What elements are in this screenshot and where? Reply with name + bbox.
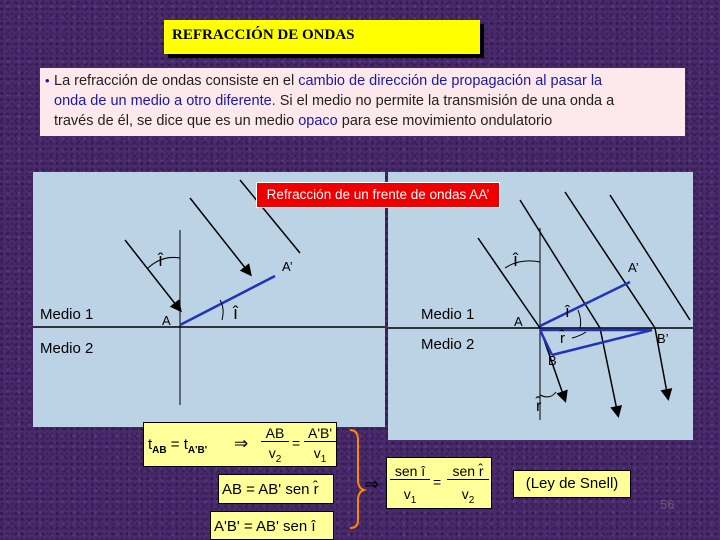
formula-time-equality: $t_{AB} = t_{A'B'}$ ⇒ AB $v_2$ = A'B' $v_1$: [143, 422, 337, 467]
formula-AB: AB = AB' sen r̂: [218, 474, 334, 504]
formula-snell: sen î $v_1$ = sen r̂ $v_2$: [386, 457, 492, 509]
right-point-A: A: [514, 314, 523, 329]
right-incident-angle-label: î: [513, 250, 519, 270]
right-angle-arc-i: [578, 310, 581, 328]
right-point-B: B: [548, 353, 557, 368]
right-angle-arc-r: [572, 332, 586, 338]
right-wavefront-incident: [540, 282, 630, 326]
intro-line2-highlight: onda de un medio a otro diferente.: [54, 93, 276, 109]
left-point-A: A: [162, 313, 171, 328]
intro-line3-post: para ese movimiento ondulatorio: [337, 113, 553, 129]
page-number: 56: [660, 497, 675, 512]
implies-arrow: ⇒: [364, 474, 380, 494]
snell-law-label: (Ley de Snell): [513, 470, 631, 498]
right-point-A-prime: A’: [628, 260, 639, 275]
page-title: REFRACCIÓN DE ONDAS: [164, 20, 480, 54]
left-ray-2: [190, 198, 250, 274]
right-ray-2-in: [520, 200, 600, 328]
formula-ApBp: A'B' = AB' sen î: [210, 511, 334, 540]
left-medium1-label: Medio 1: [40, 306, 94, 323]
right-point-B-prime: B’: [657, 331, 669, 346]
bullet: •: [45, 73, 50, 88]
intro-line3-pre: través de él, se dice que es un medio: [54, 113, 299, 129]
right-medium2-label: Medio 2: [421, 336, 475, 353]
left-medium2-label: Medio 2: [40, 340, 94, 357]
right-ray-1-in: [478, 238, 540, 328]
left-incident-angle-label: î: [158, 250, 164, 270]
right-wavefront-AB: [540, 330, 552, 355]
right-ray-4-in: [610, 195, 690, 320]
left-ray-1: [125, 240, 180, 310]
intro-line1-highlight: cambio de dirección de propagación al pasar la: [298, 73, 603, 89]
diagram-caption: Refracción de un frente de ondas AA’: [257, 183, 499, 207]
right-angle-i-label: î: [565, 302, 570, 321]
left-point-A-prime: A’: [282, 259, 293, 274]
right-wavefront-BB: [552, 330, 652, 355]
intro-line1-pre: La refracción de ondas consiste en el: [54, 73, 299, 89]
intro-line2-post: Si el medio no permite la transmisión de una onda a: [275, 93, 615, 109]
left-angle-arc-top: [148, 257, 180, 268]
right-angle-arc-bottom: [540, 392, 556, 397]
left-angle-label: î: [233, 303, 239, 323]
intro-opaco: opaco: [298, 113, 338, 129]
formula-brace: [350, 430, 364, 528]
right-angle-r-label: r̂: [560, 330, 565, 347]
right-refracted-angle-label: r̂: [536, 398, 542, 415]
left-wavefront: [180, 276, 275, 325]
right-angle-arc-top: [505, 261, 540, 268]
right-medium1-label: Medio 1: [421, 306, 475, 323]
